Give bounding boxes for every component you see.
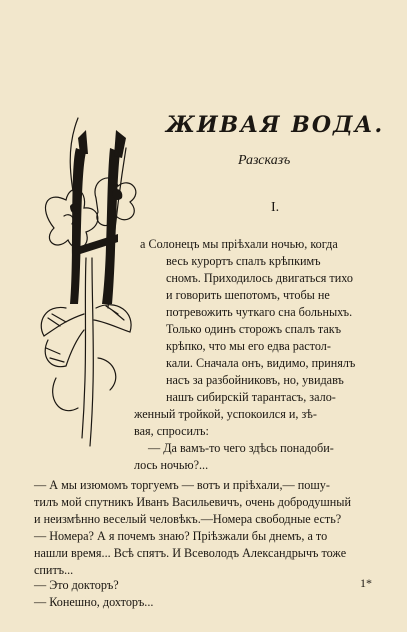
text-line: потревожить чуткаго сна больныхъ.: [166, 305, 353, 319]
text-line: тилъ мой спутникъ Иванъ Васильевичъ, очень добродушный: [34, 495, 352, 509]
story-subtitle: Разсказъ: [238, 153, 291, 168]
text-line: и говорить шепотомъ, чтобы не: [166, 288, 330, 302]
text-line: — Это докторъ?: [34, 578, 119, 592]
text-line: — Конешно, дохторъ...: [34, 595, 154, 609]
text-line: — Да вамъ-то чего здѣсь понадоби-: [148, 441, 334, 455]
text-line: женный тройкой, успокоился и, зѣ-: [134, 407, 317, 421]
drop-cap-floral-illustration: [26, 108, 148, 453]
page-signature: 1*: [360, 576, 372, 590]
text-line: лось ночью?...: [134, 458, 209, 472]
text-line: крѣпко, что мы его едва растол-: [166, 339, 331, 353]
chapter-number: I.: [271, 200, 280, 215]
text-line: насъ за разбойниковъ, но, увидавъ: [166, 373, 344, 387]
text-line: Только одинъ сторожъ спалъ такъ: [166, 322, 342, 336]
text-line: спитъ...: [34, 563, 74, 577]
text-line: — Номера? А я почемъ знаю? Пріѣзжали бы днемъ, а то: [34, 529, 328, 543]
text-line: нашли время... Всѣ спятъ. И Всеволодъ Александрычъ тоже: [34, 546, 347, 560]
text-line: и неизмѣнно веселый человѣкъ.—Номера свободные есть?: [34, 512, 342, 526]
text-line: нашъ сибирскій тарантасъ, зало-: [166, 390, 336, 404]
text-line: кали. Сначала онъ, видимо, принялъ: [166, 356, 356, 370]
text-line: весь курортъ спалъ крѣпкимъ: [166, 254, 321, 268]
text-line: а Солонецъ мы пріѣхали ночью, когда: [140, 237, 338, 251]
text-line: — А мы изюмомъ торгуемъ — вотъ и пріѣхали,— пошу-: [34, 478, 330, 492]
story-title: ЖИВАЯ ВОДА.: [166, 112, 385, 138]
text-line: сномъ. Приходилось двигаться тихо: [166, 271, 353, 285]
text-line: вая, спросилъ:: [134, 424, 209, 438]
